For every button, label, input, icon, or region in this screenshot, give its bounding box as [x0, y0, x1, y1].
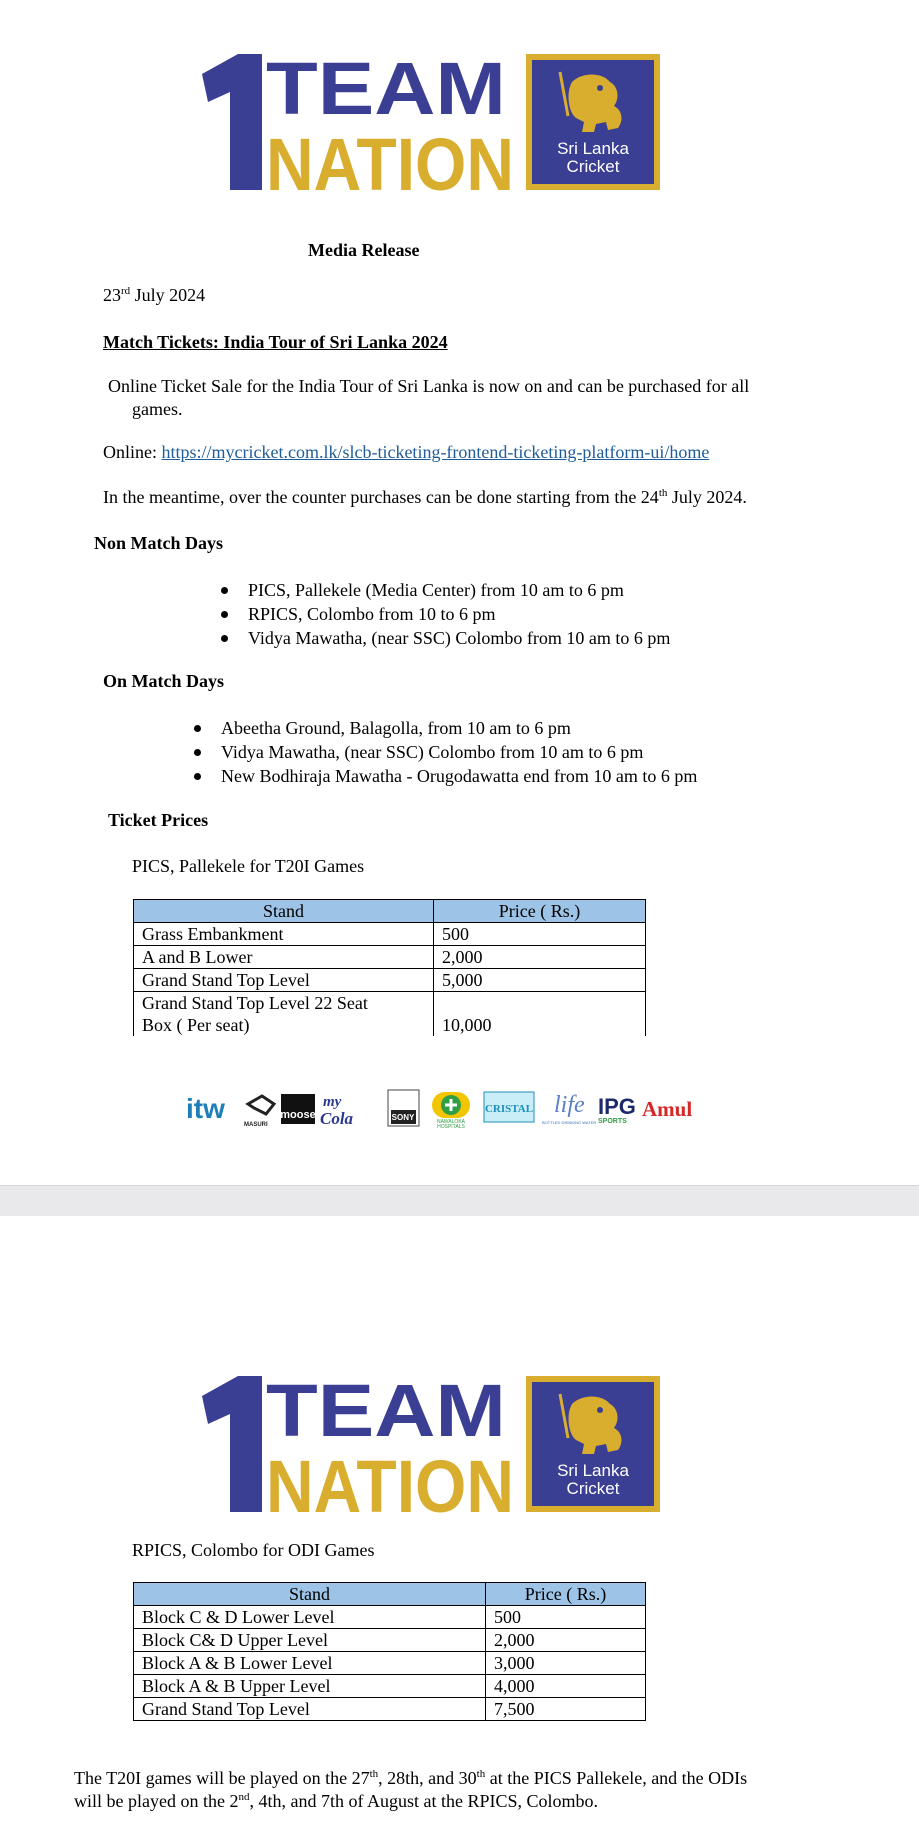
table-row: Block A & B Upper Level 4,000: [134, 1675, 646, 1698]
price-header: Price ( Rs.): [434, 900, 646, 923]
sponsor-strip-graphic: [186, 1088, 706, 1128]
counter-rest: July 2024.: [667, 487, 747, 507]
media-release-heading: Media Release: [308, 240, 420, 260]
amul-logo: Amul: [642, 1097, 693, 1121]
logo-graphic-page-2: [200, 1374, 662, 1514]
counter-suffix: th: [658, 487, 668, 499]
life-sub: BOTTLED DRINKING WATER: [542, 1120, 597, 1125]
counter-purchase-text: [103, 485, 747, 509]
match-days-list: [221, 716, 697, 788]
non-match-days-list: [248, 578, 670, 650]
logo-team-text: TEAM: [266, 1374, 506, 1452]
non-match-days-heading: Non Match Days: [94, 533, 223, 553]
footer-line-1: The T20I games will be played on the 27th, 28th, and 30th at the PICS Pallekele, and the ODIs: [74, 1768, 748, 1788]
masuri-icon: [248, 1096, 274, 1114]
document-page-2: [0, 1216, 919, 1839]
logo-team-text: TEAM: [266, 52, 506, 130]
logo-nation-text: NATION: [266, 123, 514, 192]
counter-text: In the meantime, over the counter purchases can be done starting from the 24: [103, 487, 659, 507]
moose-logo: moose: [280, 1109, 316, 1121]
date-day: 23: [103, 285, 121, 305]
nawaloka-sub: HOSPITALS: [437, 1124, 465, 1128]
table-row: Block C & D Lower Level 500: [134, 1606, 646, 1629]
date-suffix: rd: [121, 285, 131, 297]
nawaloka-logo: NAWALOKA: [437, 1119, 465, 1125]
stand-header: Stand: [134, 1583, 486, 1606]
logo-nation-text: NATION: [266, 1445, 514, 1514]
masuri-logo: MASURI: [244, 1122, 268, 1128]
ipg-sub: SPORTS: [598, 1118, 627, 1125]
team-nation-logo-page-2: [200, 1374, 662, 1514]
mycola-logo-bottom: Cola: [320, 1109, 354, 1128]
release-title: Match Tickets: India Tour of Sri Lanka 2024: [103, 332, 448, 352]
logo-badge-line2: Cricket: [566, 1479, 620, 1498]
table-row: Grass Embankment 500: [134, 923, 646, 946]
mycola-logo-top: my: [323, 1094, 342, 1110]
logo-badge-line1: Sri Lanka: [557, 139, 629, 158]
release-date: [103, 283, 205, 307]
online-label: Online:: [103, 442, 162, 462]
page-separator: [0, 1185, 919, 1217]
list-item: New Bodhiraja Mawatha - Orugodawatta end from 10 am to 6 pm: [221, 764, 697, 788]
intro-line-2: games.: [132, 399, 183, 419]
list-item: Vidya Mawatha, (near SSC) Colombo from 10 am to 6 pm: [221, 740, 697, 764]
cristal-logo: CRISTAL: [484, 1103, 534, 1115]
table-row: A and B Lower 2,000: [134, 946, 646, 969]
itw-logo: itw: [186, 1093, 225, 1124]
stand-header: Stand: [134, 900, 434, 923]
team-nation-logo: [200, 52, 662, 192]
match-days-heading: On Match Days: [103, 671, 224, 691]
intro-line-1: Online Ticket Sale for the India Tour of Sri Lanka is now on and can be purchased for all: [108, 376, 750, 396]
ticketing-link[interactable]: https://mycricket.com.lk/slcb-ticketing-frontend-ticketing-platform-ui/home: [161, 442, 710, 462]
pics-table-caption: PICS, Pallekele for T20I Games: [132, 856, 365, 876]
table-row: Block C& D Upper Level 2,000: [134, 1629, 646, 1652]
list-item: PICS, Pallekele (Media Center) from 10 am to 6 pm: [248, 578, 670, 602]
sony-logo: SONY: [391, 1113, 415, 1122]
table-row: Grand Stand Top Level 7,500: [134, 1698, 646, 1721]
sponsor-logos: [186, 1088, 706, 1128]
date-rest: July 2024: [130, 285, 206, 305]
list-item: Vidya Mawatha, (near SSC) Colombo from 10 am to 6 pm: [248, 626, 670, 650]
table-row: Grand Stand Top Level 5,000: [134, 969, 646, 992]
list-item: Abeetha Ground, Balagolla, from 10 am to 6 pm: [221, 716, 697, 740]
table-row: Grand Stand Top Level 22 Seat Box ( Per seat) 10,000: [134, 992, 646, 1037]
rpics-table-caption: RPICS, Colombo for ODI Games: [132, 1540, 375, 1560]
footer-line-2: will be played on the 2nd, 4th, and 7th of August at the RPICS, Colombo.: [74, 1791, 598, 1811]
logo-graphic: [200, 52, 662, 192]
price-header: Price ( Rs.): [486, 1583, 646, 1606]
pics-price-table: [133, 899, 646, 1036]
ticket-prices-heading: Ticket Prices: [108, 810, 209, 830]
logo-badge-line1: Sri Lanka: [557, 1461, 629, 1480]
table-header-row: [134, 1583, 646, 1606]
logo-badge-line2: Cricket: [566, 157, 620, 176]
table-header-row: [134, 900, 646, 923]
list-item: RPICS, Colombo from 10 to 6 pm: [248, 602, 670, 626]
online-line: [103, 440, 709, 464]
rpics-price-table: [133, 1582, 646, 1721]
ipg-logo: IPG: [598, 1094, 636, 1119]
life-logo: life: [554, 1092, 585, 1118]
table-row: Block A & B Lower Level 3,000: [134, 1652, 646, 1675]
